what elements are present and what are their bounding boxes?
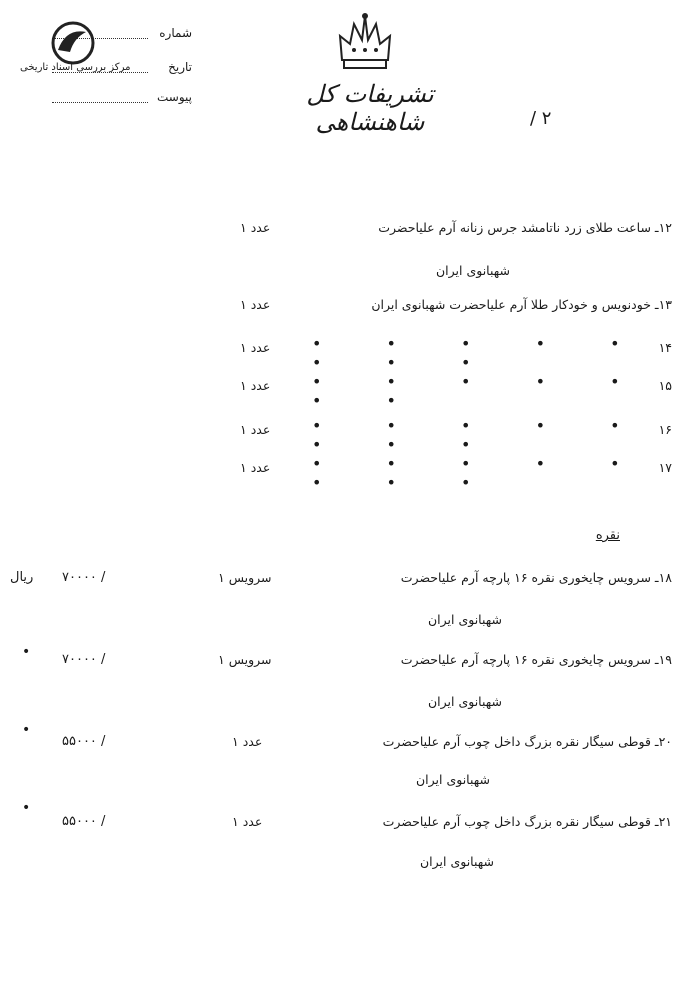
item-17-number: ۱۷	[658, 460, 672, 475]
item-19-currency-ditto: •	[22, 644, 31, 660]
item-14-ditto-marks: • • • • • • • •	[312, 334, 650, 372]
item-number: ۲۰	[658, 734, 672, 749]
item-18-line1	[401, 570, 672, 585]
item-number: ۱۳	[658, 297, 672, 312]
item-21-price: ۵۵۰۰۰ /	[62, 814, 106, 829]
item-13-line1	[371, 297, 672, 312]
meta-number-label: شماره	[159, 26, 192, 40]
item-16-number: ۱۶	[658, 422, 672, 437]
item-14-qty: ۱ عدد	[240, 340, 271, 355]
item-21-line2: شهبانوی ایران	[419, 854, 494, 869]
item-18-line2: شهبانوی ایران	[427, 612, 502, 627]
item-description: ـ سرویس چایخوری نقره ۱۶ پارچه آرم علیاحضرت	[400, 570, 659, 585]
item-number: ۱۲	[658, 220, 672, 235]
item-number: ۲۱	[658, 814, 672, 829]
item-16-qty: ۱ عدد	[240, 422, 271, 437]
item-13-qty: ۱ عدد	[240, 297, 271, 312]
meta-attachment-label: پیوست	[157, 90, 192, 104]
item-description: ـ قوطی سیگار نقره بزرگ داخل چوب آرم علیاحضرت	[382, 814, 659, 829]
item-14-number: ۱۴	[658, 340, 672, 355]
section-title-silver: نقره	[595, 528, 620, 543]
item-number: ۱۸	[658, 570, 672, 585]
item-12-qty: ۱ عدد	[240, 220, 271, 235]
item-number: ۱۹	[658, 652, 672, 667]
item-18-qty: ۱ سرویس	[218, 570, 272, 585]
item-17-ditto-marks: • • • • • • • •	[312, 454, 650, 492]
item-20-price: ۵۵۰۰۰ /	[62, 734, 106, 749]
item-15-number: ۱۵	[658, 378, 672, 393]
item-18-currency: ریال	[10, 570, 34, 585]
item-20-line1	[383, 734, 672, 749]
royal-crown-emblem-icon	[332, 10, 398, 76]
item-16-ditto-marks: • • • • • • • •	[312, 416, 650, 454]
meta-attachment-line	[52, 102, 148, 103]
item-17-qty: ۱ عدد	[240, 460, 271, 475]
meta-date-label: تاریخ	[168, 60, 192, 74]
item-12-line2: شهبانوی ایران	[435, 263, 510, 278]
item-21-line1	[383, 814, 672, 829]
archive-label: مرکز بررسی اسناد تاریخی	[20, 62, 131, 73]
item-19-qty: ۱ سرویس	[218, 652, 272, 667]
item-19-price: ۷۰۰۰۰ /	[62, 652, 106, 667]
meta-attachment-field	[52, 90, 192, 106]
item-18-price: ۷۰۰۰۰ /	[62, 570, 106, 585]
item-21-currency-ditto: •	[22, 800, 31, 816]
item-description: ـ سرویس چایخوری نقره ۱۶ پارچه آرم علیاحضرت	[400, 652, 659, 667]
item-20-line2: شهبانوی ایران	[415, 772, 490, 787]
item-description: ـ قوطی سیگار نقره بزرگ داخل چوب آرم علیاحضرت	[382, 734, 659, 749]
item-21-qty: ۱ عدد	[232, 814, 263, 829]
item-description: ـ ساعت طلای زرد ناتامشد جرس زنانه آرم علیاحضرت	[378, 220, 659, 235]
item-20-qty: ۱ عدد	[232, 734, 263, 749]
item-19-line2: شهبانوی ایران	[427, 694, 502, 709]
item-15-qty: ۱ عدد	[240, 378, 271, 393]
item-15-ditto-marks: • • • • • • •	[312, 372, 650, 410]
item-20-currency-ditto: •	[22, 722, 31, 738]
item-19-line1	[401, 652, 672, 667]
item-description: ـ خودنویس و خودکار طلا آرم علیاحضرت شهبانوی ایران	[371, 297, 659, 312]
item-12-line1	[378, 220, 672, 235]
page-number: / ۲	[530, 108, 552, 129]
office-title: تشریفات کل شاهنشاهی	[306, 80, 434, 136]
archive-logo-icon	[50, 20, 96, 66]
